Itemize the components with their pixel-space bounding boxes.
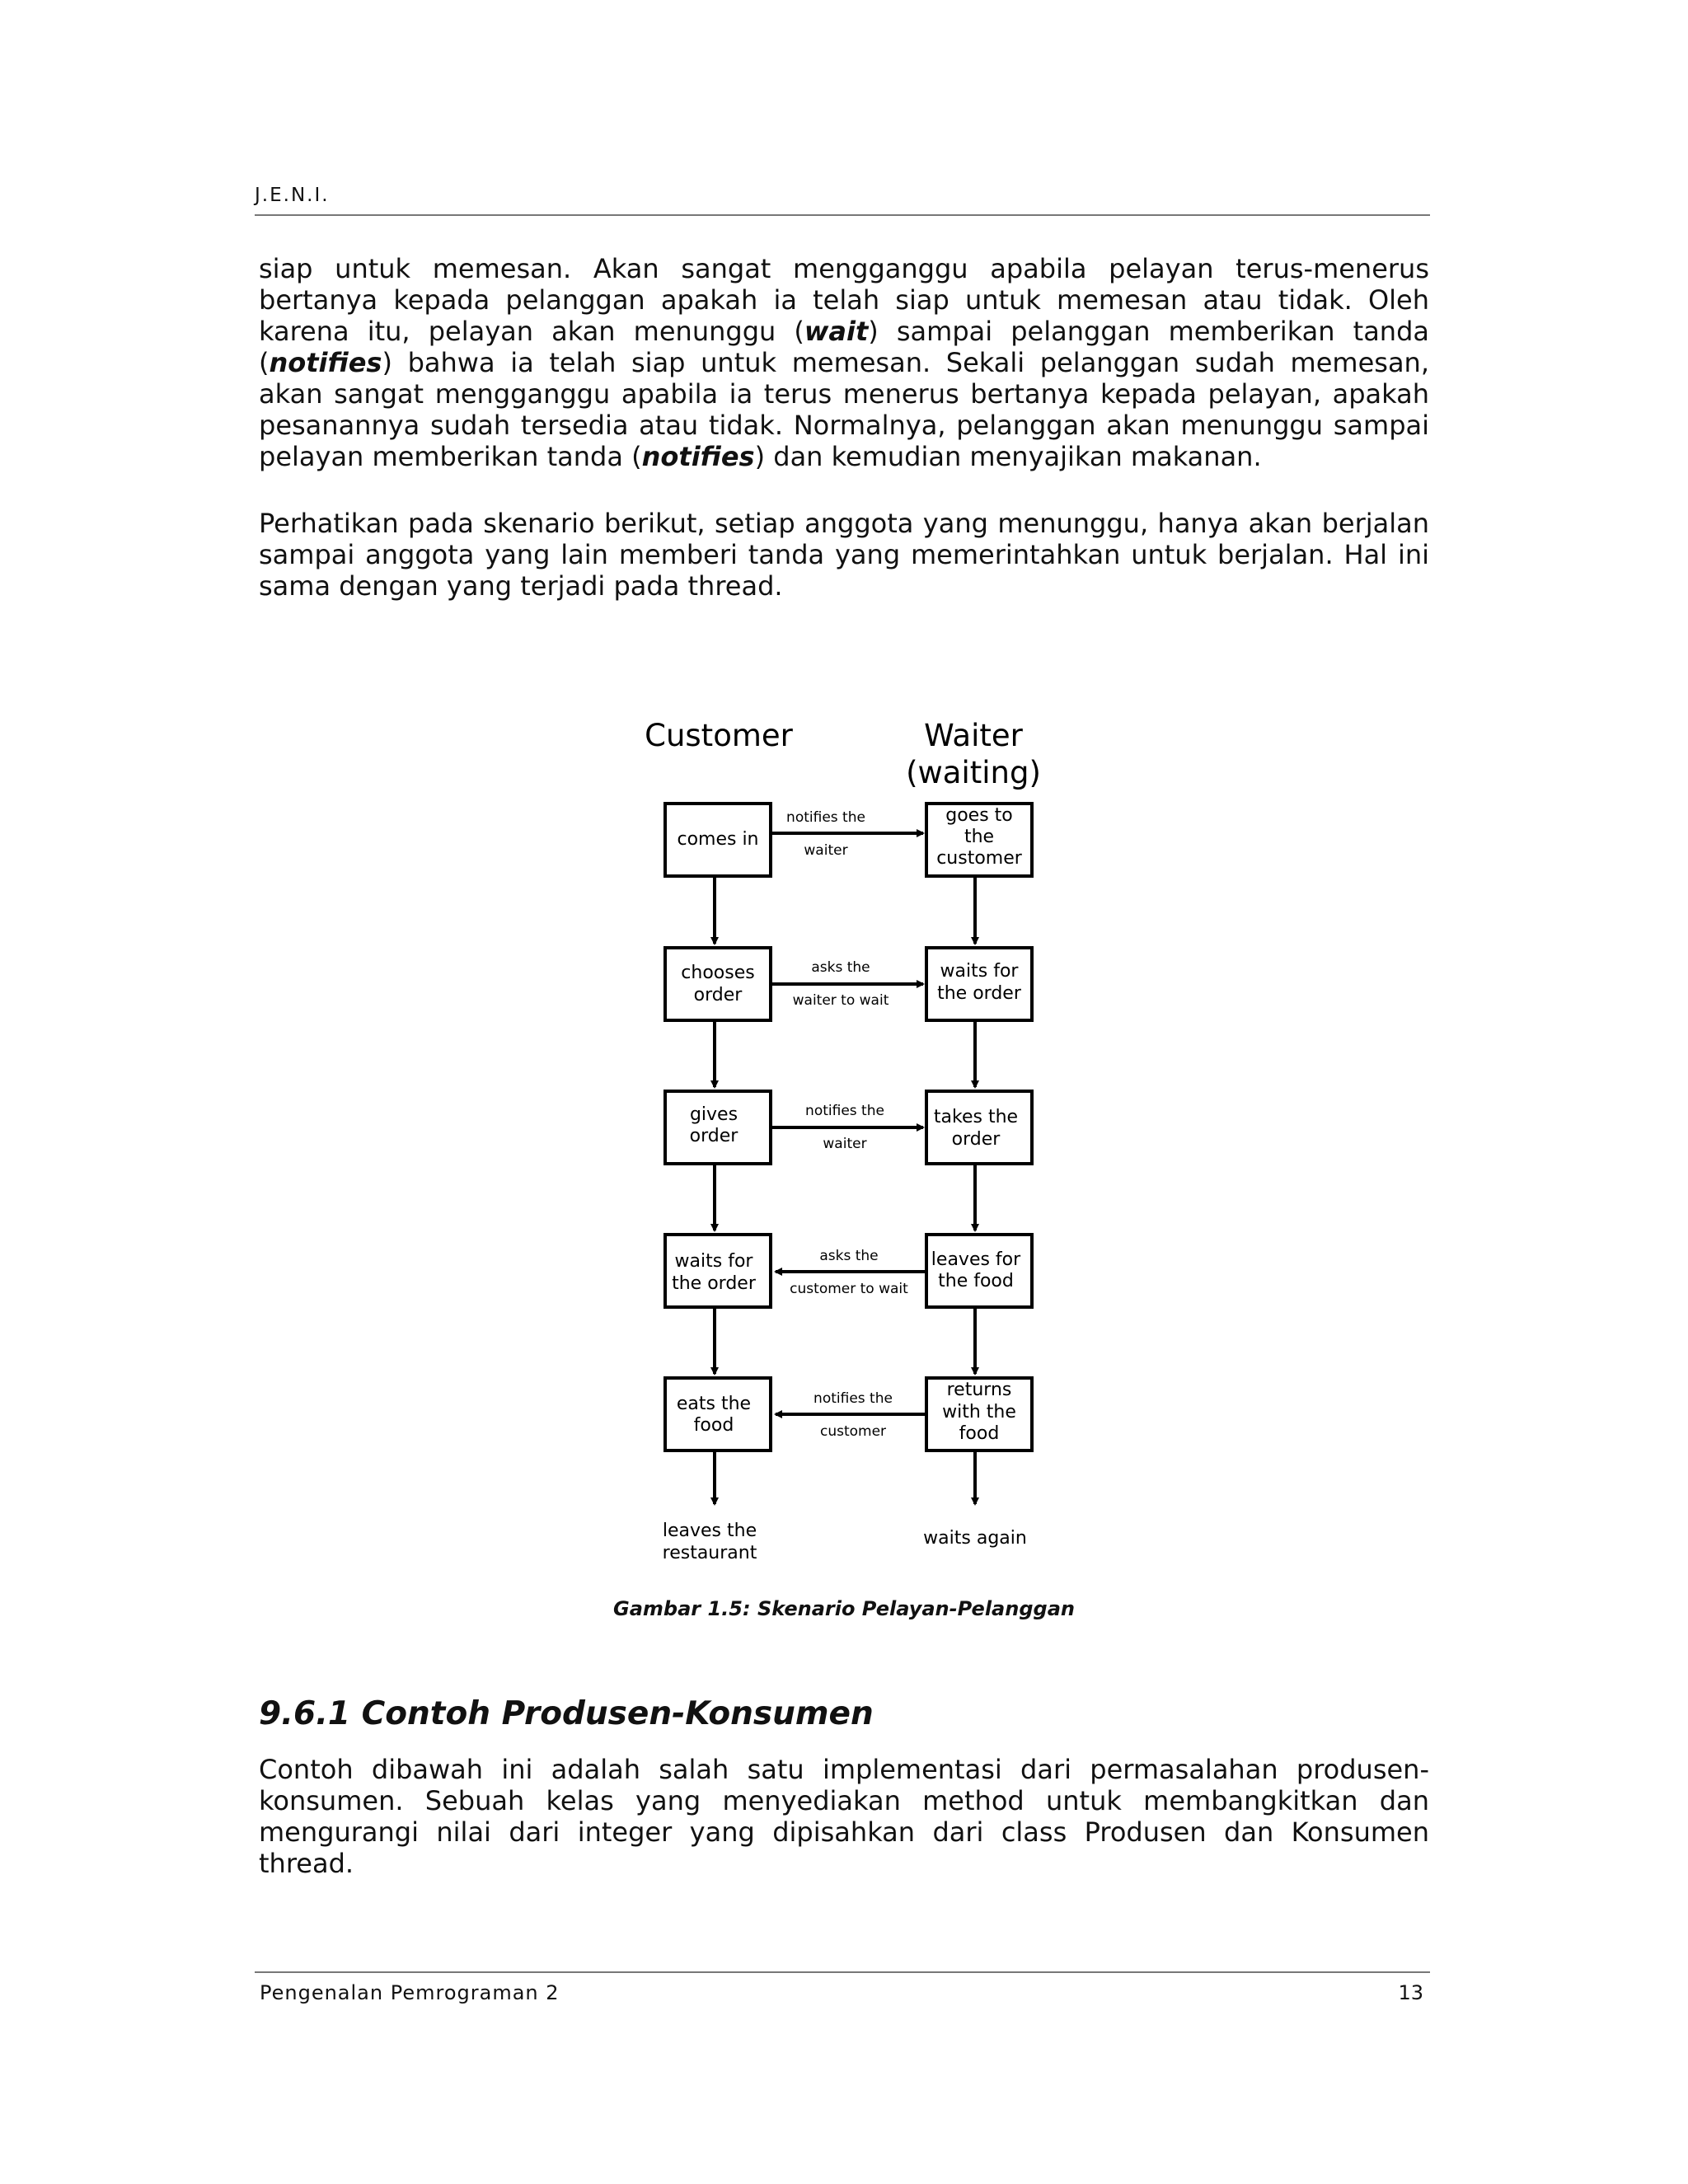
paragraph-scenario: Perhatikan pada skenario berikut, setiap anggota yang menunggu, hanya akan berjalan sampai anggota yang lain memberi tanda yang memerintahkan untuk berjalan. Hal ini sama dengan yang terjadi pada thread. [259,508,1429,602]
page-footer [255,1971,1430,2004]
waiter-step-label: waits for [940,961,1019,982]
waiter-column-subheader: (waiting) [906,755,1041,790]
message-label: asks the [819,1248,879,1264]
customer-step-label: gives [689,1104,738,1125]
customer-step-label: order [689,1126,738,1146]
waiter-step-label: leaves for [931,1249,1021,1270]
paragraph-text: ) sampai pelanggan memberikan tanda ( [259,316,1429,378]
footer-title: Pengenalan Pemrograman 2 [260,1981,560,2004]
waiter-step-label: the [964,827,995,847]
message-label: waiter to wait [792,992,889,1009]
message-label: notifies the [805,1103,884,1119]
waiter-step-label: food [959,1423,1000,1444]
waiter-step-label: the order [937,983,1021,1004]
customer-end-label: restaurant [662,1543,757,1563]
customer-step-box [665,1378,771,1451]
waiter-step-box [926,1091,1032,1164]
waiter-step-label: the food [938,1271,1014,1291]
waiter-step-label: goes to [945,805,1013,826]
waiter-column-header: Waiter [924,721,1023,753]
message-label: waiter [823,1136,867,1152]
waiter-step-label: returns [946,1380,1012,1400]
customer-step-label: waits for [674,1251,753,1272]
waiter-step-label: with the [942,1402,1016,1422]
message-label: customer [819,1423,887,1440]
message-label: customer to wait [790,1281,908,1297]
customer-end-label: leaves the [662,1521,757,1541]
figure-caption: Gambar 1.5: Skenario Pelayan-Pelanggan [613,1597,1075,1620]
keyword-notifies: notifies [269,347,382,378]
waiter-end-label: waits again [923,1528,1027,1549]
message-label: notifies the [814,1390,893,1407]
paragraph-text: ) bahwa ia telah siap untuk memesan. Sekali pelanggan sudah memesan, akan sangat mengganggu apabila ia terus menerus bertanya kepada pelayan, apakah pesanannya sudah tersedia atau tidak. Normalnya, pelanggan akan menunggu sampai pelayan memberikan tanda ( [259,347,1429,472]
header-title: J.E.N.I. [255,185,330,206]
customer-step-box [665,948,771,1020]
message-label: notifies the [786,809,865,826]
waiter-step-label: customer [936,848,1022,869]
keyword-notifies: notifies [641,441,755,472]
paragraph-section-body: Contoh dibawah ini adalah salah satu implementasi dari permasalahan produsen-konsumen. Sebuah kelas yang menyediakan method untuk membangkitkan dan mengurangi nilai dari integer yang dipisahkan dari class Produsen dan Konsumen thread. [259,1754,1429,1879]
waiter-step-label: takes the [933,1107,1019,1127]
customer-column-header: Customer [645,721,793,753]
message-label: waiter [804,842,848,859]
paragraph-text: siap untuk memesan. Akan sangat mengganggu apabila pelayan terus-menerus bertanya kepada pelanggan apakah ia telah siap untuk memesan atau tidak. Oleh karena itu, pelayan akan menunggu ( [259,253,1429,347]
customer-step-label: food [693,1415,734,1436]
page-number: 13 [1398,1981,1423,2004]
customer-step-label: eats the [676,1394,752,1414]
waiter-step-label: order [951,1129,1001,1150]
customer-step-label: order [693,985,743,1005]
message-label: asks the [811,959,870,976]
section-heading: 9.6.1 Contoh Produsen-Konsumen [259,1695,874,1732]
paragraph-text: ) dan kemudian menyajikan makanan. [754,441,1262,472]
customer-step-label: chooses [681,963,755,983]
customer-step-label: comes in [677,829,759,850]
customer-step-label: the order [672,1273,756,1294]
keyword-wait: wait [804,316,869,347]
page-header [255,185,1430,216]
paragraph-intro [259,253,1429,472]
customer-waiter-diagram [626,721,1088,1570]
